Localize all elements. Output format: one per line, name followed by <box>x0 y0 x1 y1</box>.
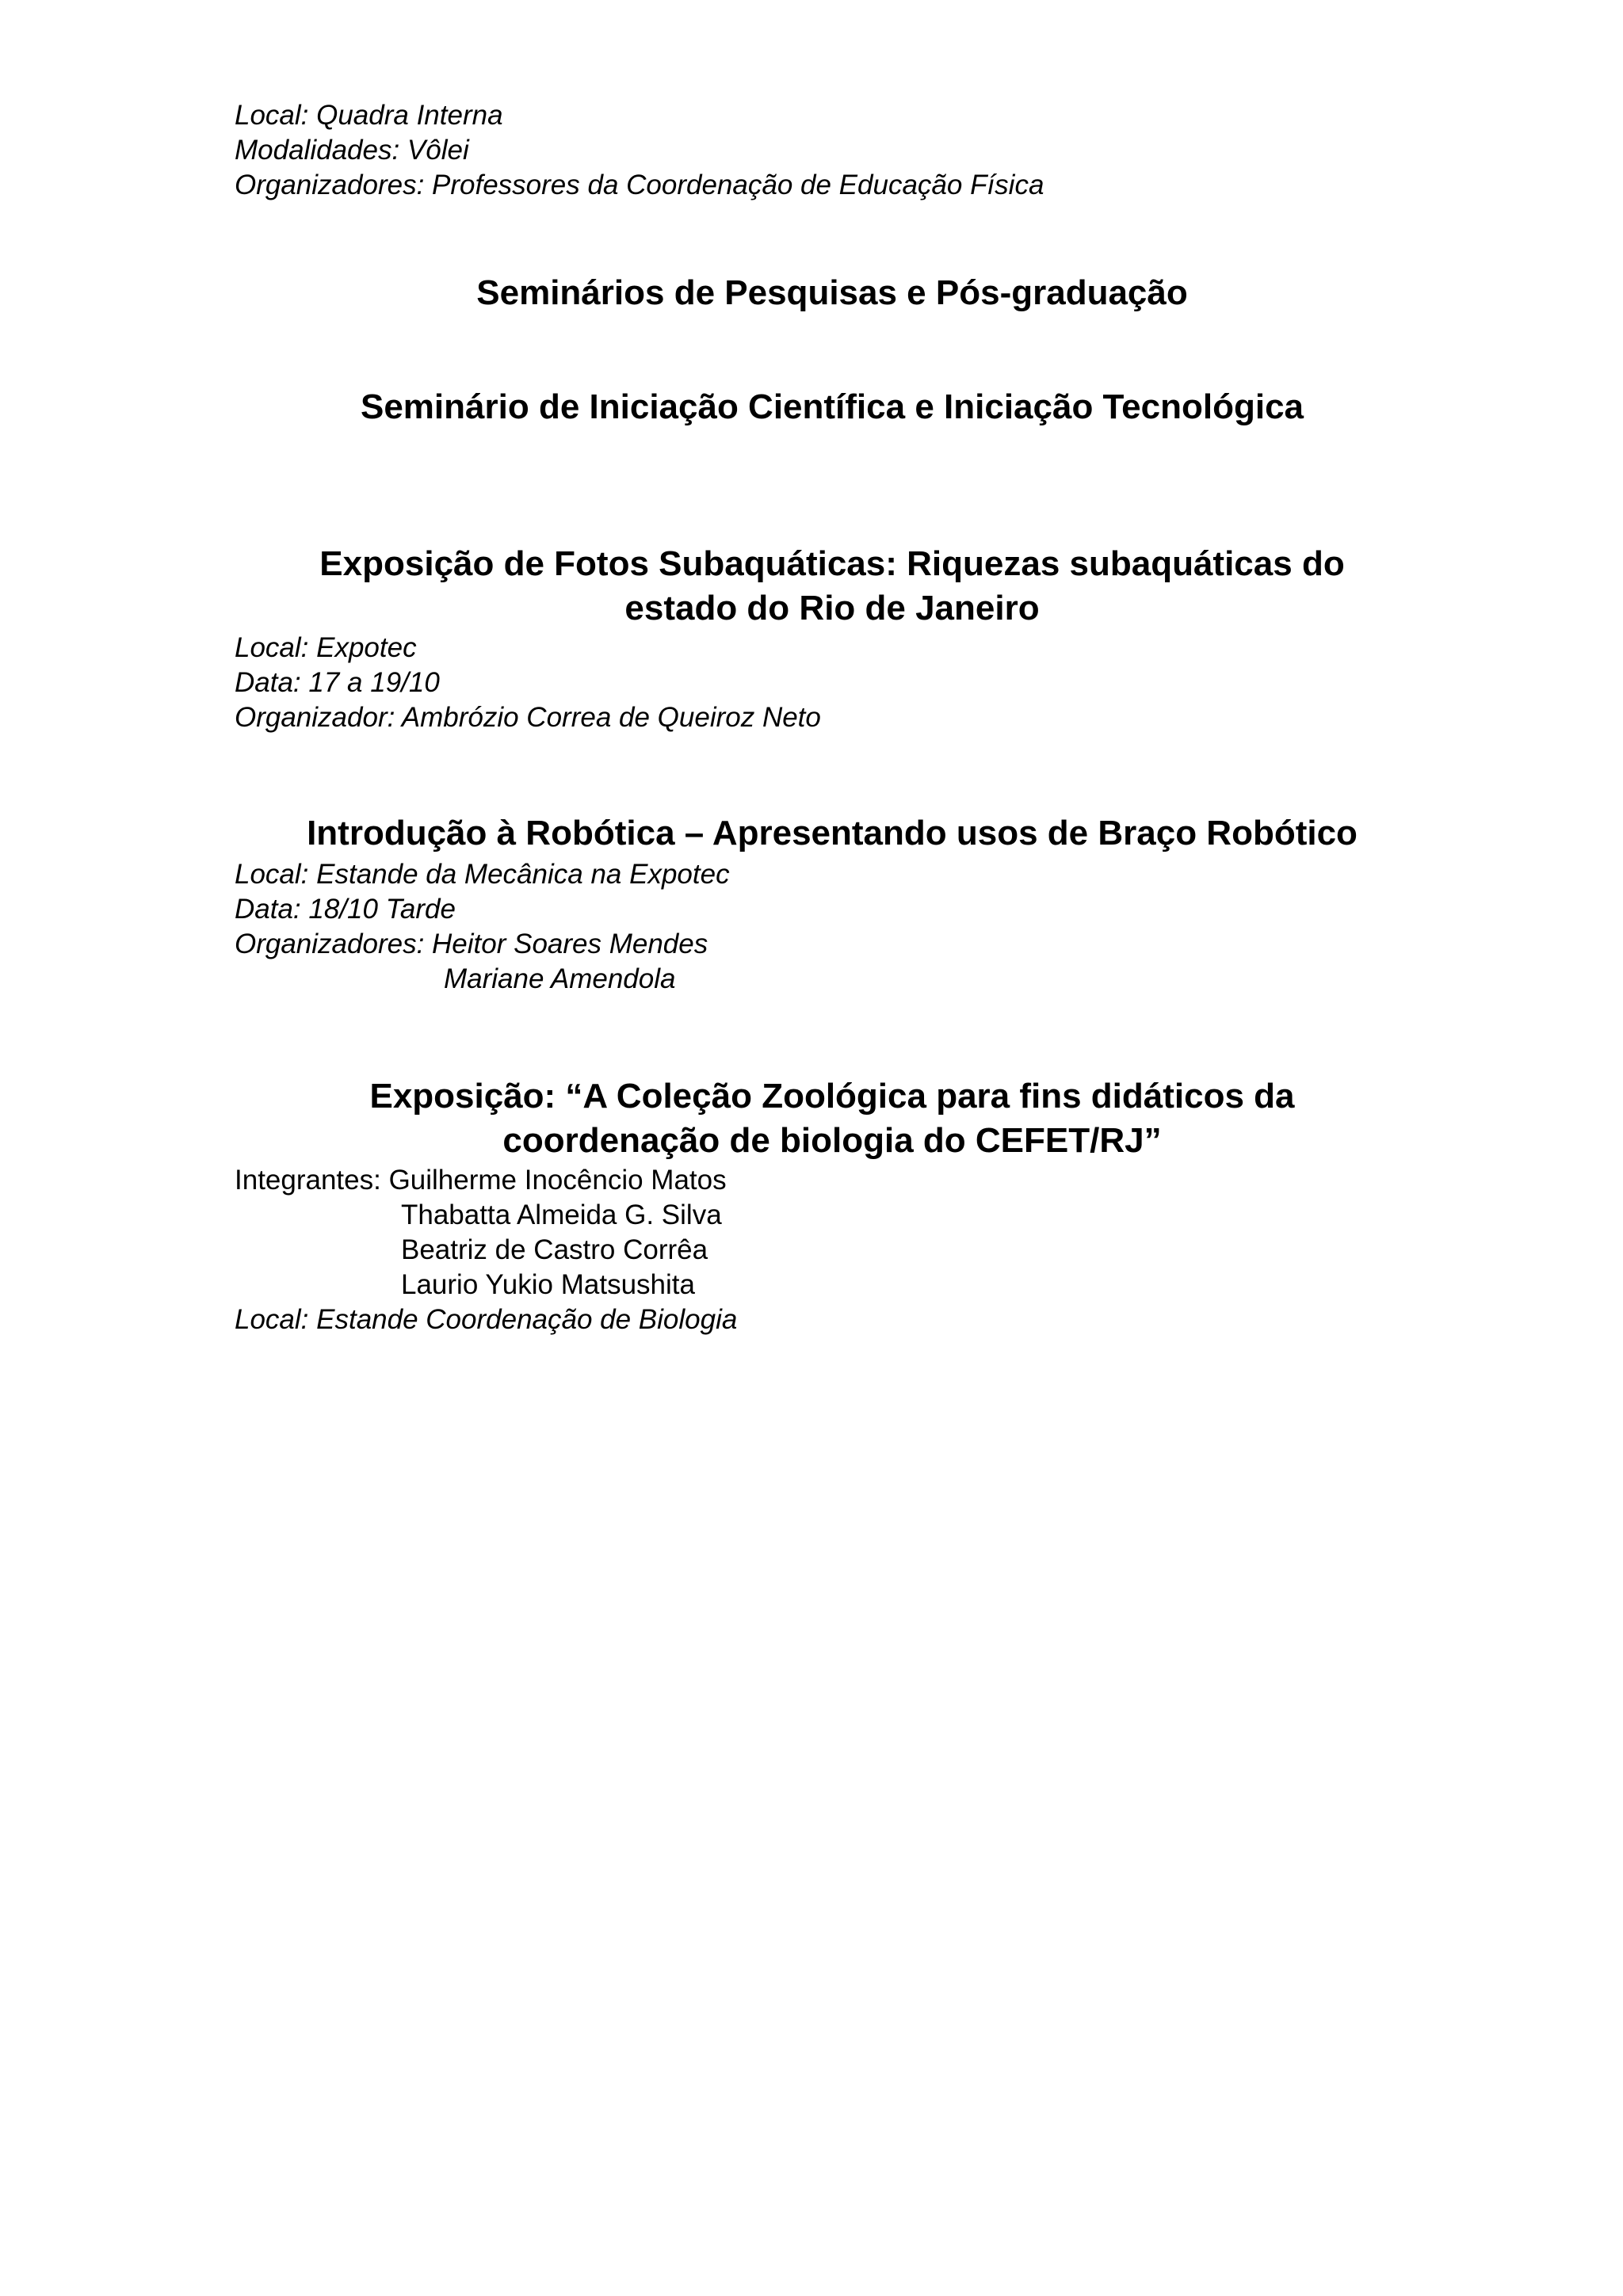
heading-fotos-subaquaticas <box>158 542 1506 631</box>
robotica-local: Local: Estande da Mecânica na Expotec <box>235 859 730 890</box>
robotica-organizadores: Organizadores: Heitor Soares Mendes <box>235 929 708 959</box>
heading-seminarios-pesquisa: Seminários de Pesquisas e Pós-graduação <box>476 273 1188 312</box>
colecao-integrante-2: Thabatta Almeida G. Silva <box>401 1199 722 1230</box>
robotica-organizador-2: Mariane Amendola <box>444 963 676 994</box>
heading-fotos-line2: estado do Rio de Janeiro <box>624 589 1040 627</box>
heading-seminario-iniciacao: Seminário de Iniciação Científica e Iniciação Tecnológica <box>360 387 1304 426</box>
fotos-local: Local: Expotec <box>235 632 417 663</box>
colecao-integrante-3: Beatriz de Castro Corrêa <box>401 1234 708 1265</box>
modalidades: Modalidades: Vôlei <box>235 135 469 166</box>
colecao-integrante-4: Laurio Yukio Matsushita <box>401 1269 695 1300</box>
colecao-integrantes: Integrantes: Guilherme Inocêncio Matos <box>235 1165 727 1196</box>
fotos-data: Data: 17 a 19/10 <box>235 667 440 698</box>
robotica-data: Data: 18/10 Tarde <box>235 894 456 925</box>
heading-fotos-line1: Exposição de Fotos Subaquáticas: Riquezas subaquáticas do <box>319 544 1345 583</box>
colecao-local: Local: Estande Coordenação de Biologia <box>235 1304 738 1335</box>
organizadores-educacao-fisica: Organizadores: Professores da Coordenação de Educação Física <box>235 170 1044 200</box>
heading-colecao-line2: coordenação de biologia do CEFET/RJ” <box>502 1121 1162 1160</box>
local-quadra: Local: Quadra Interna <box>235 100 503 131</box>
fotos-organizador: Organizador: Ambrózio Correa de Queiroz Neto <box>235 702 821 733</box>
heading-colecao-line1: Exposição: “A Coleção Zoológica para fins didáticos da <box>369 1077 1295 1116</box>
heading-colecao-zoologica <box>158 1074 1506 1163</box>
heading-robotica: Introdução à Robótica – Apresentando usos de Braço Robótico <box>307 814 1358 852</box>
